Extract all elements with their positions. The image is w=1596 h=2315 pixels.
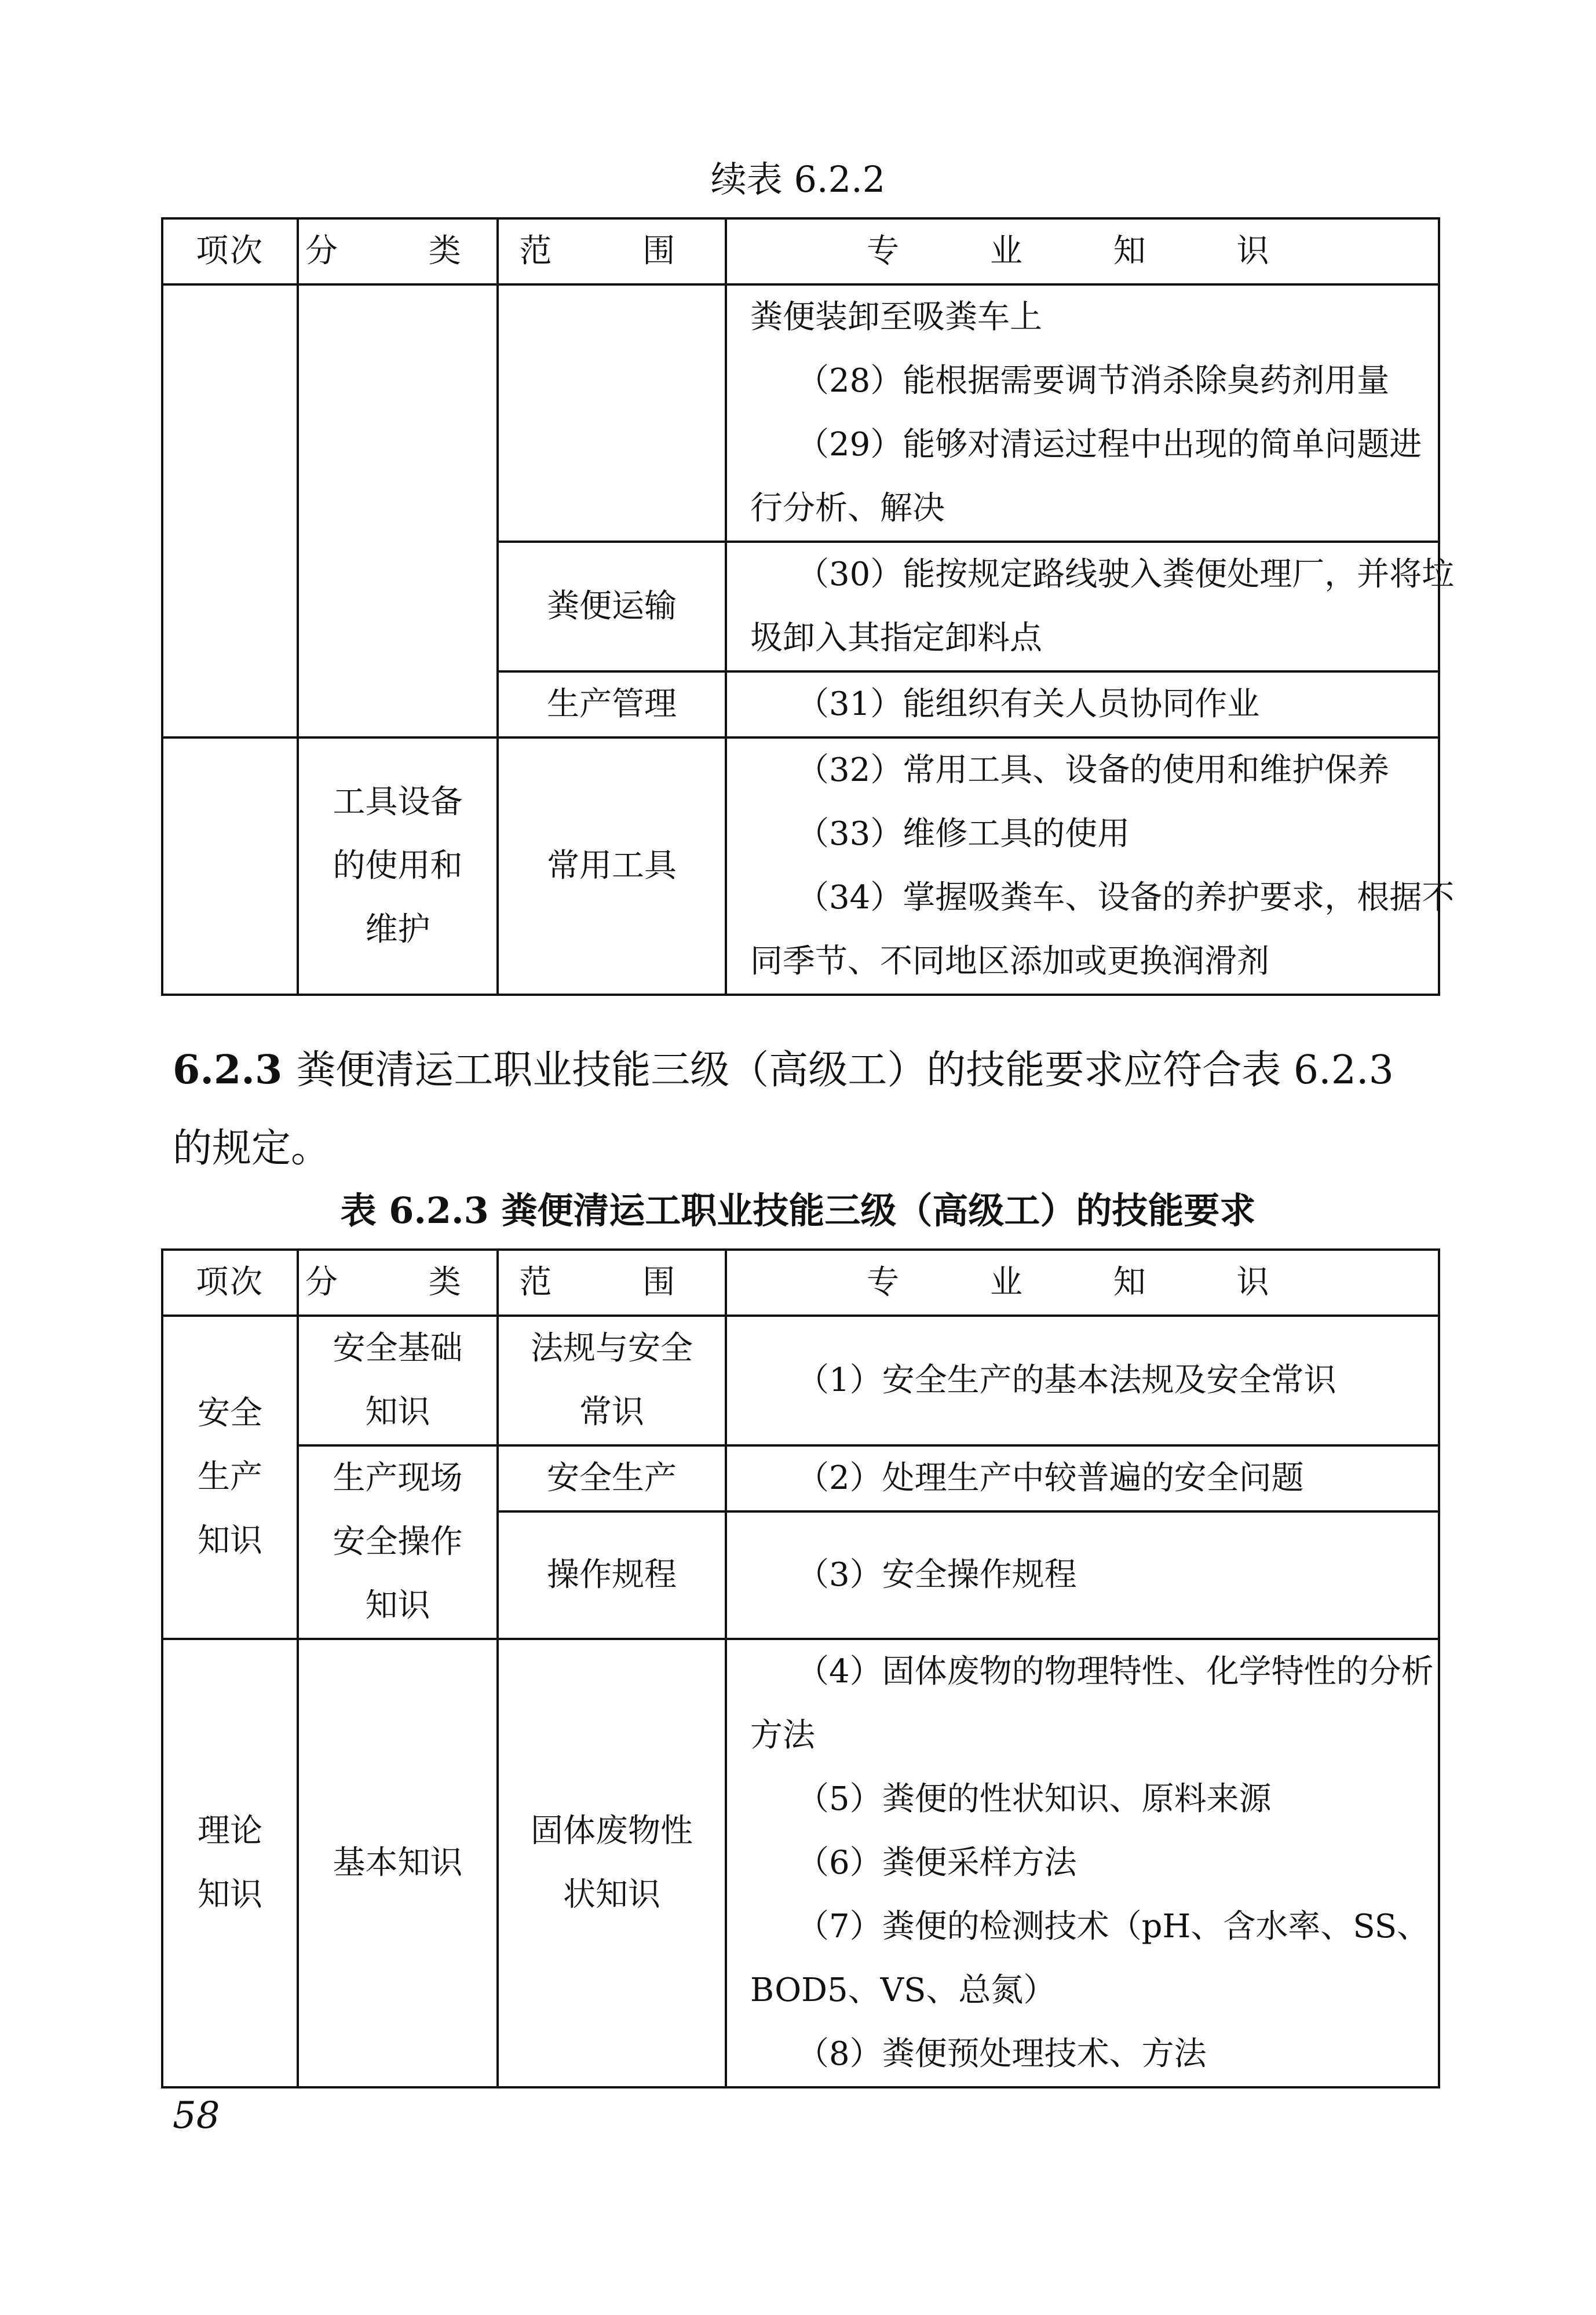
scope-cell: 生产管理 — [498, 671, 726, 737]
scope-cell — [498, 1316, 726, 1445]
knowledge-line: 行分析、解决 — [750, 490, 945, 527]
category-line: 知识 — [365, 1587, 430, 1624]
header-category: 分 类 — [298, 218, 498, 284]
item-line: 知识 — [198, 1522, 262, 1560]
scope-cell — [498, 284, 726, 542]
knowledge-line: （7）粪便的检测技术（pH、含水率、SS、 — [797, 1908, 1430, 1945]
table1-caption: 续表 6.2.2 — [710, 158, 886, 200]
scope-line: 法规与安全 — [531, 1330, 693, 1367]
scope-cell: 粪便运输 — [498, 542, 726, 671]
table-6-2-2-continued — [161, 217, 1455, 996]
item-cell — [162, 737, 298, 995]
scope-line: 状知识 — [563, 1876, 660, 1914]
header-item: 项次 — [162, 218, 298, 284]
category-line: 知识 — [365, 1393, 430, 1431]
knowledge-line: 方法 — [750, 1717, 815, 1754]
category-line: 生产现场 — [333, 1459, 463, 1497]
knowledge-cell — [726, 284, 1439, 542]
knowledge-line: （3）安全操作规程 — [797, 1556, 1077, 1594]
category-line: 的使用和 — [333, 847, 463, 885]
knowledge-cell — [726, 1639, 1439, 2087]
item-line: 理论 — [198, 1812, 262, 1850]
category-cell — [298, 1316, 498, 1445]
table-row — [162, 737, 1439, 995]
table-row — [162, 284, 1439, 542]
paragraph-text-line2: 的规定。 — [173, 1126, 331, 1171]
paragraph-text-line1: 粪便清运工职业技能三级（高级工）的技能要求应符合表 6.2.3 — [296, 1047, 1394, 1093]
item-cell — [162, 1316, 298, 1639]
scope-line: 固体废物性 — [531, 1812, 693, 1850]
header-category: 分 类 — [298, 1250, 498, 1316]
knowledge-line: （5）粪便的性状知识、原料来源 — [797, 1780, 1272, 1818]
knowledge-line: （34）掌握吸粪车、设备的养护要求，根据不 — [797, 879, 1455, 916]
knowledge-line: （4）固体废物的物理特性、化学特性的分析 — [797, 1653, 1434, 1690]
knowledge-cell — [726, 1316, 1439, 1445]
scope-cell: 操作规程 — [498, 1511, 726, 1639]
item-cell — [162, 284, 298, 737]
table2-caption: 表 6.2.3 粪便清运工职业技能三级（高级工）的技能要求 — [340, 1189, 1256, 1232]
item-line: 知识 — [198, 1876, 262, 1914]
knowledge-cell — [726, 542, 1455, 671]
category-cell — [298, 1445, 498, 1639]
knowledge-line: （28）能根据需要调节消杀除臭药剂用量 — [797, 362, 1390, 400]
knowledge-line: 同季节、不同地区添加或更换润滑剂 — [750, 943, 1269, 980]
knowledge-line: （31）能组织有关人员协同作业 — [797, 685, 1260, 723]
category-cell: 基本知识 — [298, 1639, 498, 2087]
section-number: 6.2.3 — [173, 1047, 283, 1093]
header-item: 项次 — [162, 1250, 298, 1316]
table-header-row — [162, 218, 1439, 284]
scope-line: 常识 — [579, 1393, 644, 1431]
knowledge-line: （2）处理生产中较普遍的安全问题 — [797, 1459, 1304, 1497]
knowledge-line: （32）常用工具、设备的使用和维护保养 — [797, 751, 1390, 789]
category-line: 安全基础 — [333, 1330, 463, 1367]
scope-cell — [498, 1639, 726, 2087]
category-cell — [298, 737, 498, 995]
section-paragraph — [173, 1031, 1436, 1188]
knowledge-line: （1）安全生产的基本法规及安全常识 — [797, 1361, 1336, 1399]
knowledge-line: （8）粪便预处理技术、方法 — [797, 2035, 1207, 2073]
category-line: 维护 — [365, 911, 430, 948]
category-cell — [298, 284, 498, 737]
knowledge-line: 圾卸入其指定卸料点 — [750, 619, 1042, 657]
knowledge-line: （29）能够对清运过程中出现的简单问题进 — [797, 426, 1422, 463]
table-row — [162, 1445, 1439, 1511]
knowledge-cell — [726, 737, 1455, 995]
table-6-2-3 — [161, 1248, 1440, 2088]
knowledge-line: （30）能按规定路线驶入粪便处理厂，并将垃 — [797, 556, 1455, 593]
knowledge-cell — [726, 671, 1439, 737]
knowledge-line: （6）粪便采样方法 — [797, 1844, 1077, 1882]
item-line: 安全 — [198, 1394, 262, 1432]
table-row — [162, 1316, 1439, 1445]
category-line: 安全操作 — [333, 1523, 463, 1561]
header-knowledge: 专 业 知 识 — [726, 218, 1439, 284]
item-cell — [162, 1639, 298, 2087]
header-scope: 范 围 — [498, 218, 726, 284]
scope-cell: 安全生产 — [498, 1445, 726, 1511]
category-line: 工具设备 — [333, 783, 463, 821]
table-header-row — [162, 1250, 1439, 1316]
scope-cell: 常用工具 — [498, 737, 726, 995]
knowledge-line: 粪便装卸至吸粪车上 — [750, 298, 1042, 336]
knowledge-cell — [726, 1511, 1439, 1639]
knowledge-cell — [726, 1445, 1439, 1511]
knowledge-line: （33）维修工具的使用 — [797, 815, 1130, 853]
header-knowledge: 专 业 知 识 — [726, 1250, 1439, 1316]
table-row — [162, 1639, 1439, 2087]
header-scope: 范 围 — [498, 1250, 726, 1316]
page-number: 58 — [173, 2094, 220, 2137]
item-line: 生产 — [198, 1458, 262, 1496]
knowledge-line: BOD5、VS、总氮） — [750, 1971, 1056, 2009]
